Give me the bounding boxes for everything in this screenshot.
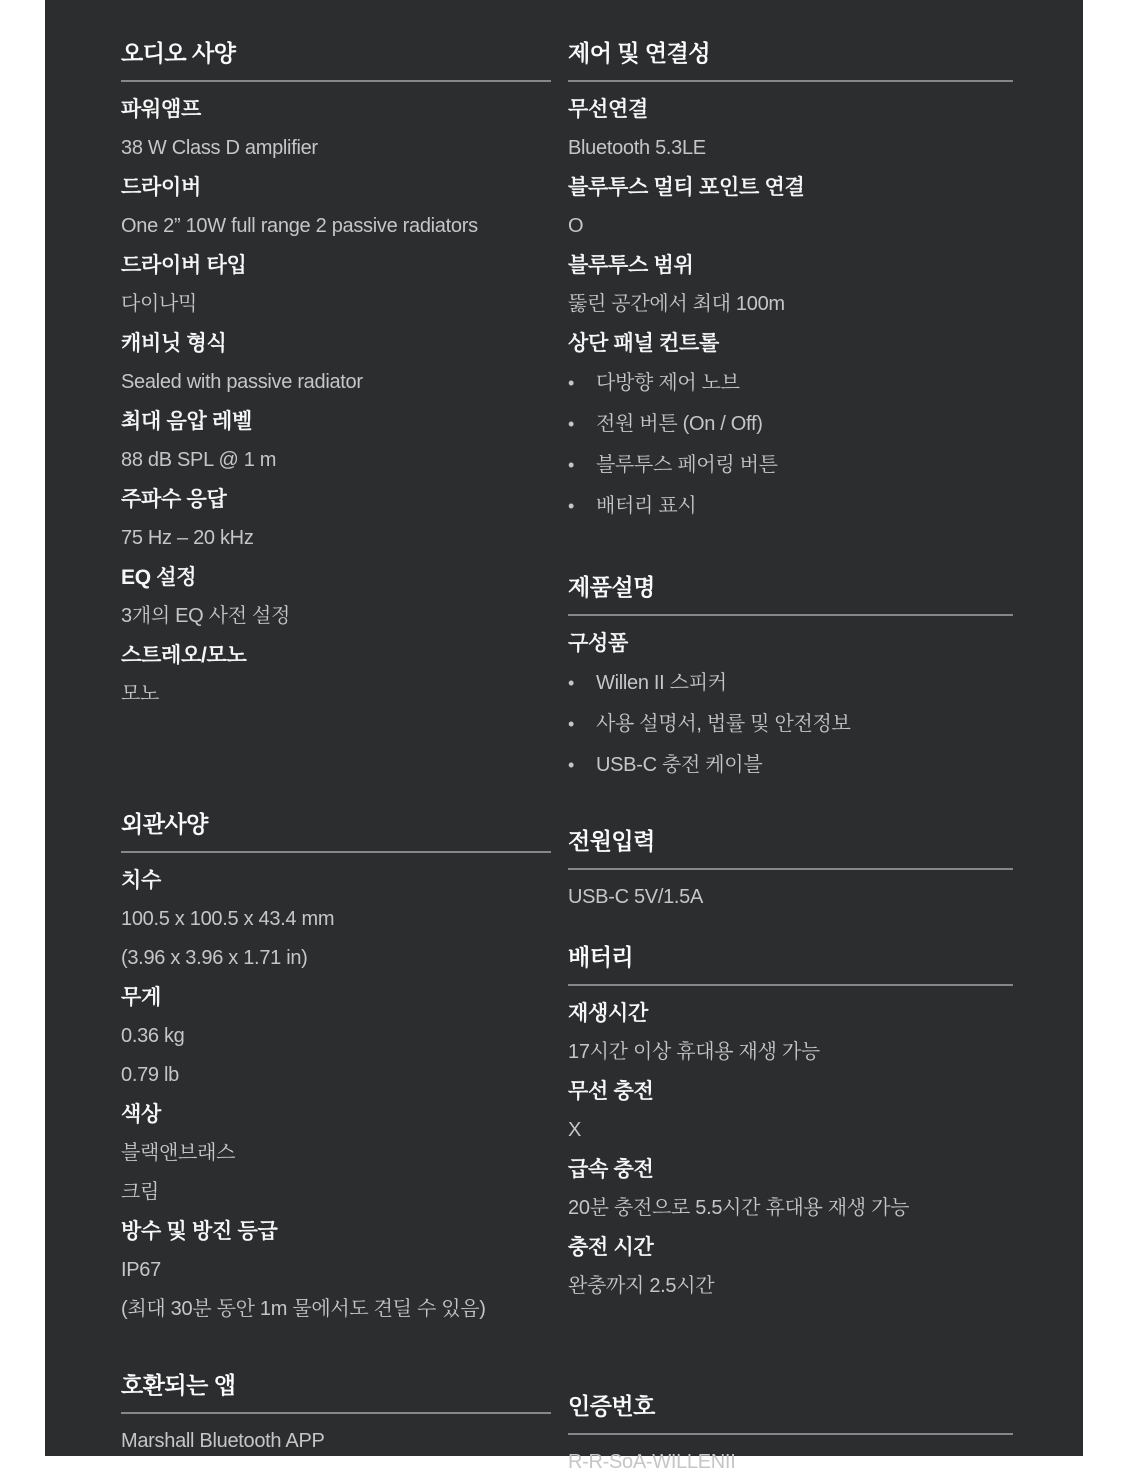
section-title-rule <box>568 984 1013 986</box>
spec-sheet-panel <box>45 0 1083 1473</box>
spec-bullet-item <box>568 404 1013 445</box>
spec-value: (최대 30분 동안 1m 물에서도 견딜 수 있음) <box>121 1298 486 1320</box>
bullet-dot-icon: • <box>568 496 575 516</box>
bullet-text: 전원 버튼 (On / Off) <box>596 413 763 435</box>
section-title: 배터리 <box>568 944 634 970</box>
spec-label: 파워앰프 <box>121 98 201 121</box>
section-title-rule <box>121 1412 551 1414</box>
spec-value: Sealed with passive radiator <box>121 371 363 393</box>
spec-value: 3개의 EQ 사전 설정 <box>121 605 291 627</box>
spec-value: (3.96 x 3.96 x 1.71 in) <box>121 947 308 969</box>
spec-label: 방수 및 방진 등급 <box>121 1220 278 1243</box>
spec-bullet-item <box>568 663 1013 704</box>
section-title: 오디오 사양 <box>121 40 236 66</box>
spec-label: 색상 <box>121 1103 161 1126</box>
spec-value: 75 Hz – 20 kHz <box>121 527 254 549</box>
spec-label: 구성품 <box>568 632 628 655</box>
spec-label: 상단 패널 컨트롤 <box>568 332 719 355</box>
spec-value: USB-C 5V/1.5A <box>568 886 704 908</box>
section-audio-specs <box>121 38 551 714</box>
spec-label: 치수 <box>121 869 161 892</box>
bullet-text: 사용 설명서, 법률 및 안전정보 <box>596 713 851 735</box>
bullet-text: 다방향 제어 노브 <box>596 372 740 394</box>
bullet-dot-icon: • <box>568 673 575 693</box>
spec-value: 0.79 lb <box>121 1064 179 1086</box>
section-exterior-specs <box>121 809 551 1329</box>
bullet-dot-icon: • <box>568 714 575 734</box>
bullet-dot-icon: • <box>568 414 575 434</box>
spec-bullet-item <box>568 704 1013 745</box>
spec-label: 블루투스 범위 <box>568 254 694 277</box>
section-title-rule <box>568 1433 1013 1435</box>
spec-value: IP67 <box>121 1259 161 1281</box>
spec-value: 다이나믹 <box>121 293 198 315</box>
section-product-description <box>568 572 1013 786</box>
section-battery <box>568 942 1013 1306</box>
section-title-rule <box>121 851 551 853</box>
spec-value: 88 dB SPL @ 1 m <box>121 449 277 471</box>
spec-label: 급속 충전 <box>568 1158 654 1181</box>
spec-label: 무선연결 <box>568 98 648 121</box>
spec-value: Marshall Bluetooth APP <box>121 1430 325 1452</box>
section-title-rule <box>568 868 1013 870</box>
spec-value: O <box>568 215 584 237</box>
spec-label: 드라이버 타입 <box>121 254 247 277</box>
spec-value: 블랙앤브래스 <box>121 1142 236 1164</box>
right-column <box>568 0 1013 1482</box>
spec-value: 뚫린 공간에서 최대 100m <box>568 293 785 315</box>
spec-label: 최대 음압 레벨 <box>121 410 252 433</box>
bullet-text: 블루투스 페어링 버튼 <box>596 454 778 476</box>
spec-columns <box>121 0 1013 1482</box>
section-title: 전원입력 <box>568 828 655 854</box>
spec-label: EQ 설정 <box>121 566 197 589</box>
spec-value: 모노 <box>121 683 160 705</box>
section-power-input <box>568 826 1013 917</box>
spec-value: 38 W Class D amplifier <box>121 137 318 159</box>
bullet-text: USB-C 충전 케이블 <box>596 754 763 776</box>
section-title: 외관사양 <box>121 811 208 837</box>
spec-value: 20분 충전으로 5.5시간 휴대용 재생 가능 <box>568 1197 910 1219</box>
spec-value: X <box>568 1119 582 1141</box>
bullet-text: 배터리 표시 <box>596 495 697 517</box>
spec-value: R-R-SoA-WILLENII <box>568 1451 736 1473</box>
section-title: 제어 및 연결성 <box>568 40 711 66</box>
spec-value: 크림 <box>121 1181 160 1203</box>
spec-value: 0.36 kg <box>121 1025 185 1047</box>
bullet-dot-icon: • <box>568 755 575 775</box>
spec-label: 충전 시간 <box>568 1236 654 1259</box>
bullet-dot-icon: • <box>568 455 575 475</box>
section-certification-number <box>568 1391 1013 1482</box>
spec-bullet-item <box>568 486 1013 527</box>
section-title-rule <box>568 614 1013 616</box>
spec-value: One 2” 10W full range 2 passive radiators <box>121 215 478 237</box>
spec-label: 무선 충전 <box>568 1080 654 1103</box>
spec-label: 주파수 응답 <box>121 488 227 511</box>
bullet-dot-icon: • <box>568 373 575 393</box>
bullet-text: Willen II 스피커 <box>596 672 727 694</box>
left-column <box>121 0 551 1482</box>
spec-value: Bluetooth 5.3LE <box>568 137 706 159</box>
section-title: 인증번호 <box>568 1393 655 1419</box>
spec-label: 스트레오/모노 <box>121 644 247 667</box>
section-compatible-app <box>121 1370 551 1461</box>
section-title: 제품설명 <box>568 574 655 600</box>
section-title: 호환되는 앱 <box>121 1372 236 1398</box>
spec-label: 무게 <box>121 986 161 1009</box>
spec-value: 100.5 x 100.5 x 43.4 mm <box>121 908 335 930</box>
spec-bullet-item <box>568 445 1013 486</box>
spec-value: 17시간 이상 휴대용 재생 가능 <box>568 1041 820 1063</box>
section-title-rule <box>568 80 1013 82</box>
section-title-rule <box>121 80 551 82</box>
spec-bullet-item <box>568 363 1013 404</box>
section-control-connectivity <box>568 38 1013 527</box>
spec-label: 재생시간 <box>568 1002 648 1025</box>
spec-label: 캐비닛 형식 <box>121 332 227 355</box>
spec-bullet-item <box>568 745 1013 786</box>
spec-value: 완충까지 2.5시간 <box>568 1275 715 1297</box>
spec-label: 드라이버 <box>121 176 201 199</box>
spec-label: 블루투스 멀티 포인트 연결 <box>568 176 805 199</box>
